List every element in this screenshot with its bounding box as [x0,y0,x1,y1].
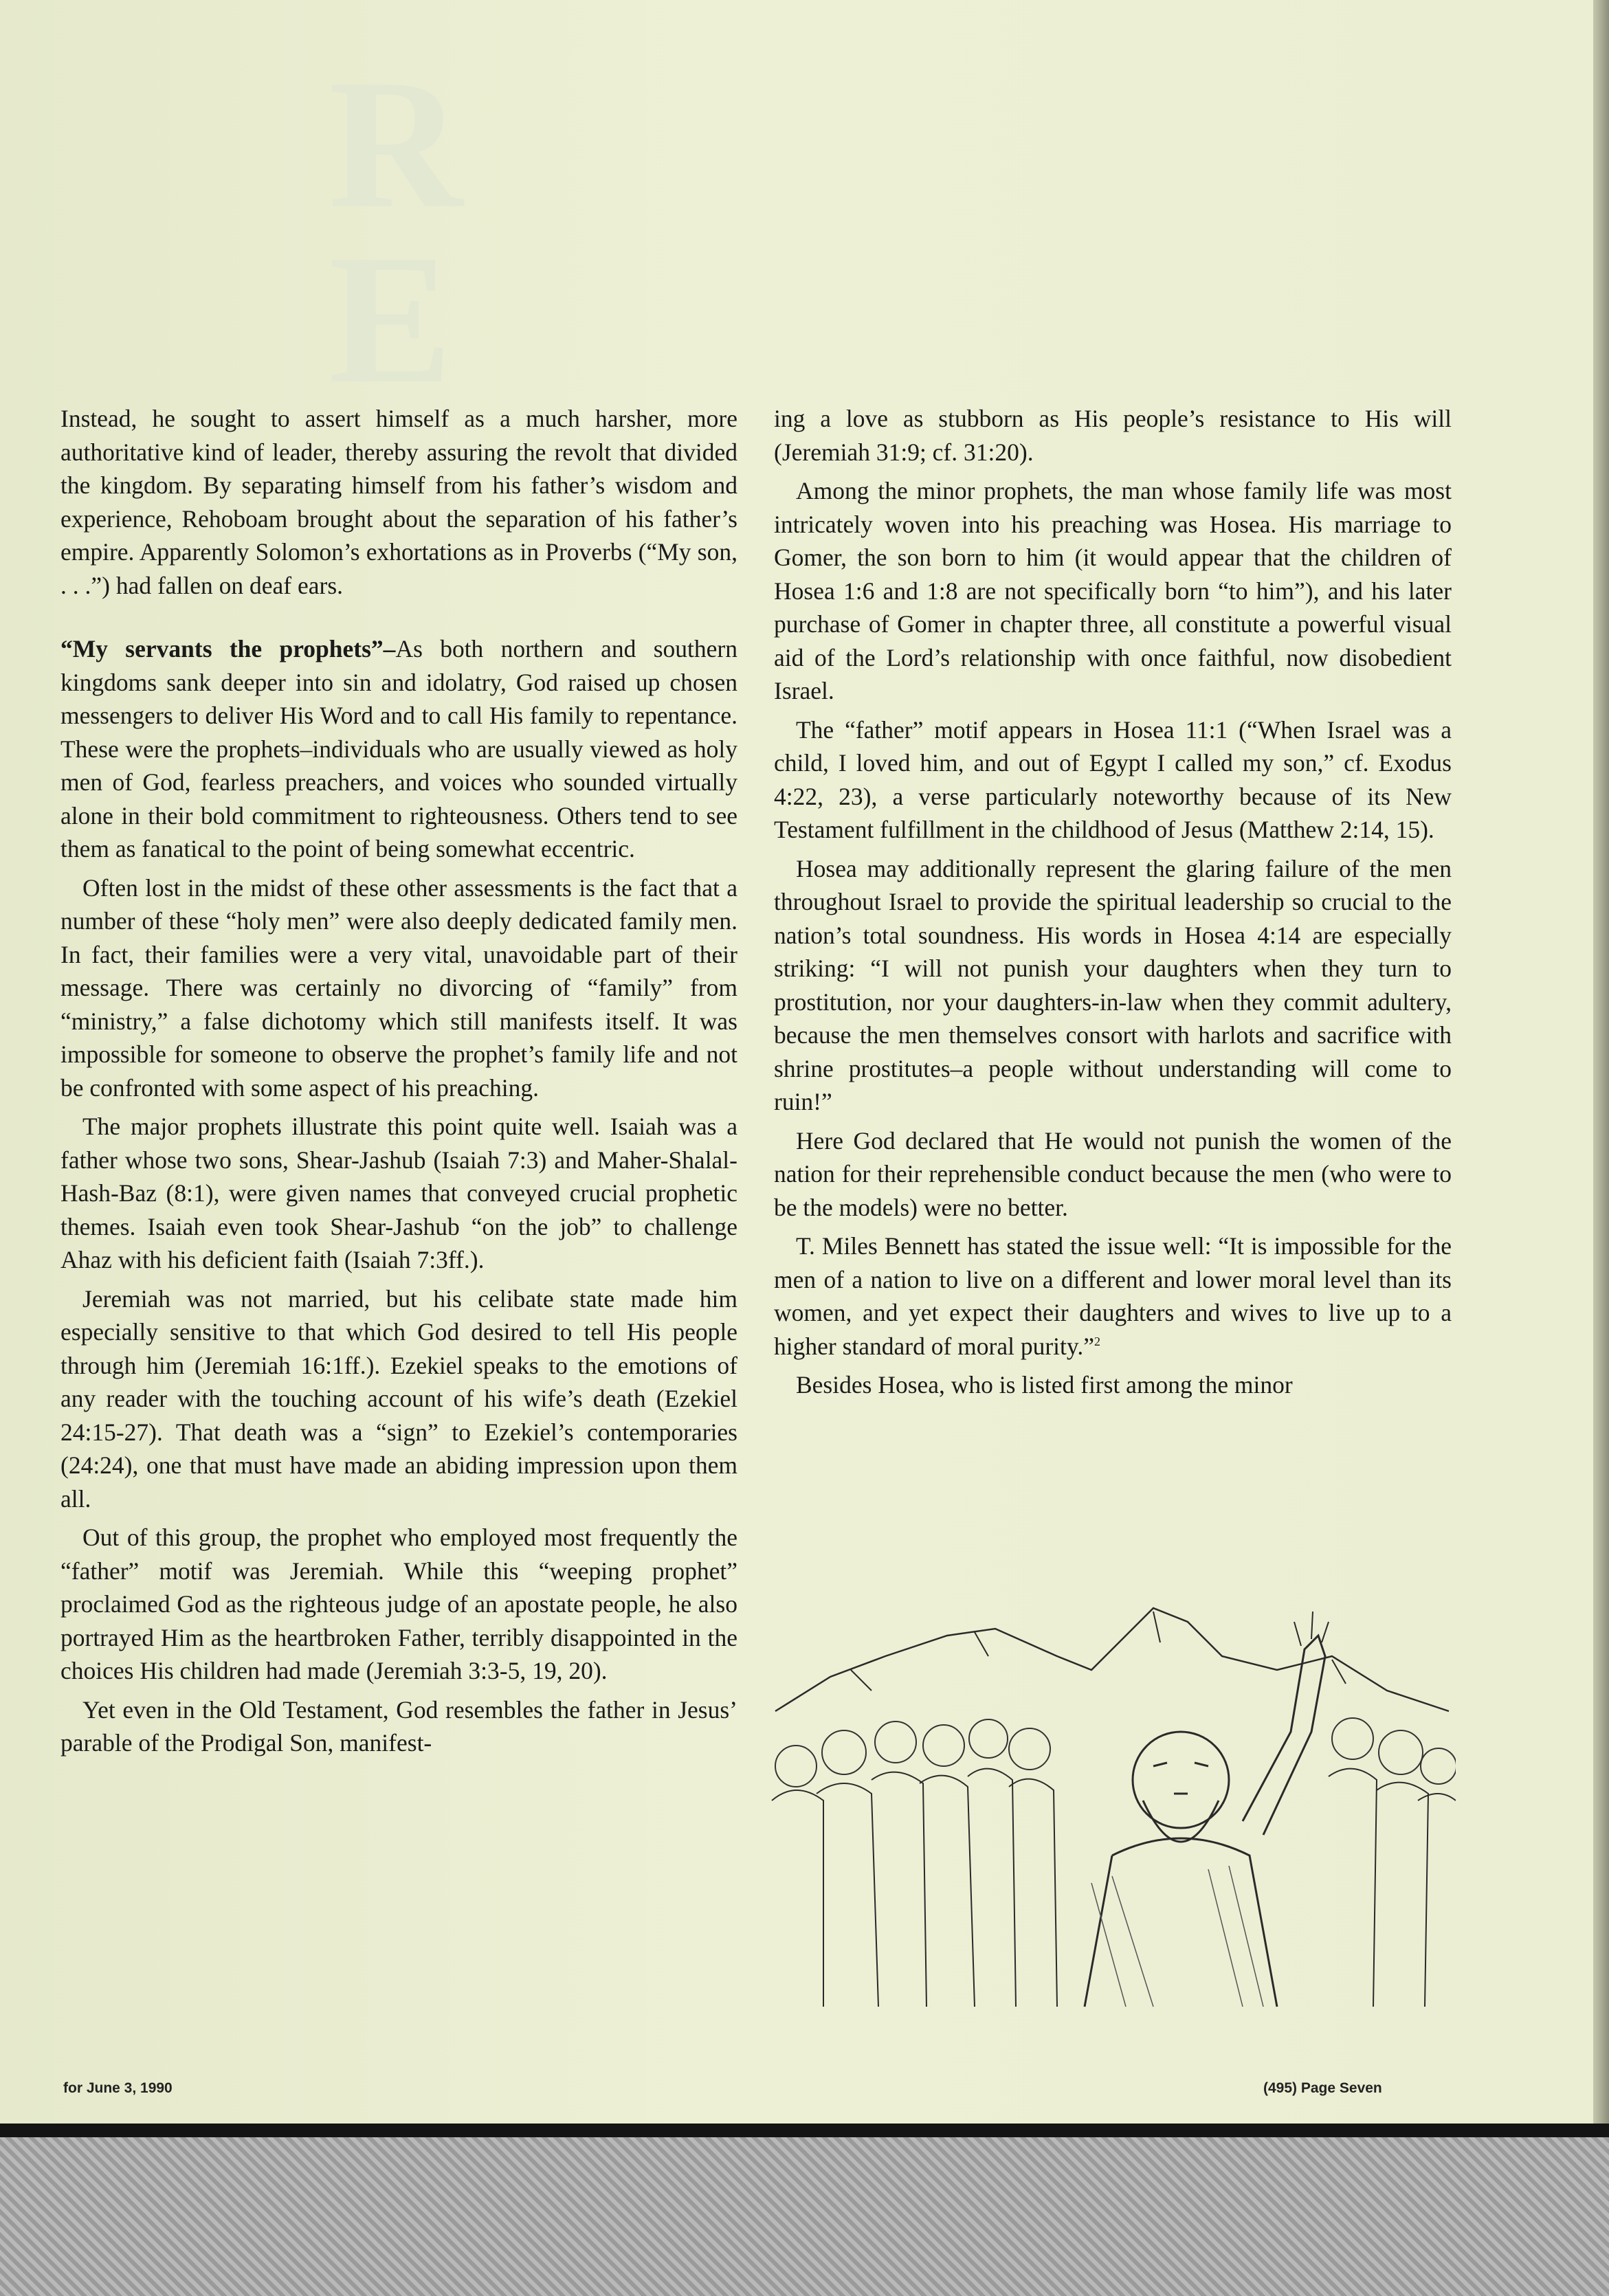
paragraph: Out of this group, the prophet who employed most frequently the “father” motif was Jeremiah. While this “weeping prophet” proclaimed God as the righteous judge of an apostate people, he also portrayed Him as the heartbroken Father, terribly disappointed in the choices His children had made (Jeremiah 3:3-5, 19, 20). [60,1524,737,1684]
left-column [60,402,737,1765]
quote-text: T. Miles Bennett has stated the issue well: “It is impossible for the men of a nation to live on a different and lower moral level than its women, and yet expect their daughters and wives to live up to a higher standard of moral purity.” [774,1232,1452,1360]
paragraph: Instead, he sought to assert himself as a much harsher, more authoritative kind of leader, thereby assuring the revolt that divided the kingdom. By separating himself from his father’s wisdom and experience, Rehoboam brought about the separation of his father’s empire. Apparently Solomon’s exhortations as in Proverbs (“My son, . . .”) had fallen on deaf ears. [60,405,737,599]
paragraph: Often lost in the midst of these other assessments is the fact that a number of these “holy men” were also deeply dedicated family men. In fact, their families were a very vital, unavoidable part of their message. There was certainly no divorcing of “family” from “ministry,” a false dichotomy which still manifests itself. It was impossible for someone to observe the prophet’s family life and not be confronted with some aspect of his preaching. [60,873,737,1102]
paragraph-text: As both northern and southern kingdoms sank deeper into sin and idolatry, God raised up chosen messengers to deliver His Word and to call His family to repentance. These were the prophets–individuals who are usually viewed as holy men of God, fearless preachers, and voices who sounded virtually alone in their bold commitment to righteousness. Others tend to see them as fanatical to the point of being somewhat eccentric. [60,635,737,862]
page-edge [1593,0,1609,2137]
background-fabric [0,2137,1609,2296]
paragraph: ing a love as stubborn as His people’s resistance to His will (Jeremiah 31:9; cf. 31:20). [774,405,1452,466]
decorative-letter-e: E [329,216,453,422]
paragraph: Among the minor prophets, the man whose family life was most intricately woven into his preaching was Hosea. His marriage to Gomer, the son born to him (it would appear that the children of Hosea 1:6 and 1:8 are not specifically born “to him”), and his later purchase of Gomer in chapter three, all constitute a powerful visual aid of the Lord’s relationship with once faithful, now disobedient Israel. [774,477,1452,704]
decorative-letter-r: R [329,41,463,247]
footer-date: for June 3, 1990 [63,2080,173,2096]
paragraph: Jeremiah was not married, but his celibate state made him especially sensitive to that which God desired to tell His people through him (Jeremiah 16:1ff.). Ezekiel speaks to the emotions of any reader with the touching account of his wife’s death (Ezekiel 24:15-27). That death was a “sign” to Ezekiel’s contemporaries (24:24), one that must have made an abiding impression upon them all. [60,1284,737,1513]
right-column [774,402,1452,1407]
section-subhead: “My servants the prophets”– [60,635,396,662]
footnote-marker: 2 [1094,1334,1100,1348]
paragraph [774,1229,1452,1363]
paragraph-with-subhead [60,632,737,866]
footer-page-number: (495) Page Seven [1263,2080,1382,2096]
paragraph: Here God declared that He would not punish the women of the nation for their reprehensible conduct because the men (who were to be the models) were no better. [774,1126,1452,1221]
paragraph: The “father” motif appears in Hosea 11:1 (“When Israel was a child, I loved him, and out of Egypt I called my son,” cf. Exodus 4:22, 23), a verse particularly noteworthy because of its New Testament fulfillment in the childhood of Jesus (Matthew 2:14, 15). [774,715,1452,843]
paragraph: The major prophets illustrate this point quite well. Isaiah was a father whose two sons, Shear-Jashub (Isaiah 7:3) and Maher-Shalal-Hash-Baz (8:1), were given names that conveyed crucial prophetic themes. Isaiah even took Shear-Jashub “on the job” to challenge Ahaz with his deficient faith (Isaiah 7:3ff.). [60,1113,737,1273]
paragraph: Hosea may additionally represent the glaring failure of the men throughout Israel to provide the spiritual leadership so crucial to the nation’s total soundness. His words in Hosea 4:14 are especially striking: “I will not punish your daughters when they turn to prostitution, nor your daughters-in-law when they commit adultery, because the men themselves consort with harlots and sacrifice with shrine prostitutes–a people without understanding will come to ruin!” [774,854,1452,1115]
prophet-crowd-illustration [768,1594,1456,2020]
paragraph: Yet even in the Old Testament, God resembles the father in Jesus’ parable of the Prodigal Son, manifest- [60,1695,737,1757]
paragraph: Besides Hosea, who is listed first among the minor [796,1371,1293,1398]
